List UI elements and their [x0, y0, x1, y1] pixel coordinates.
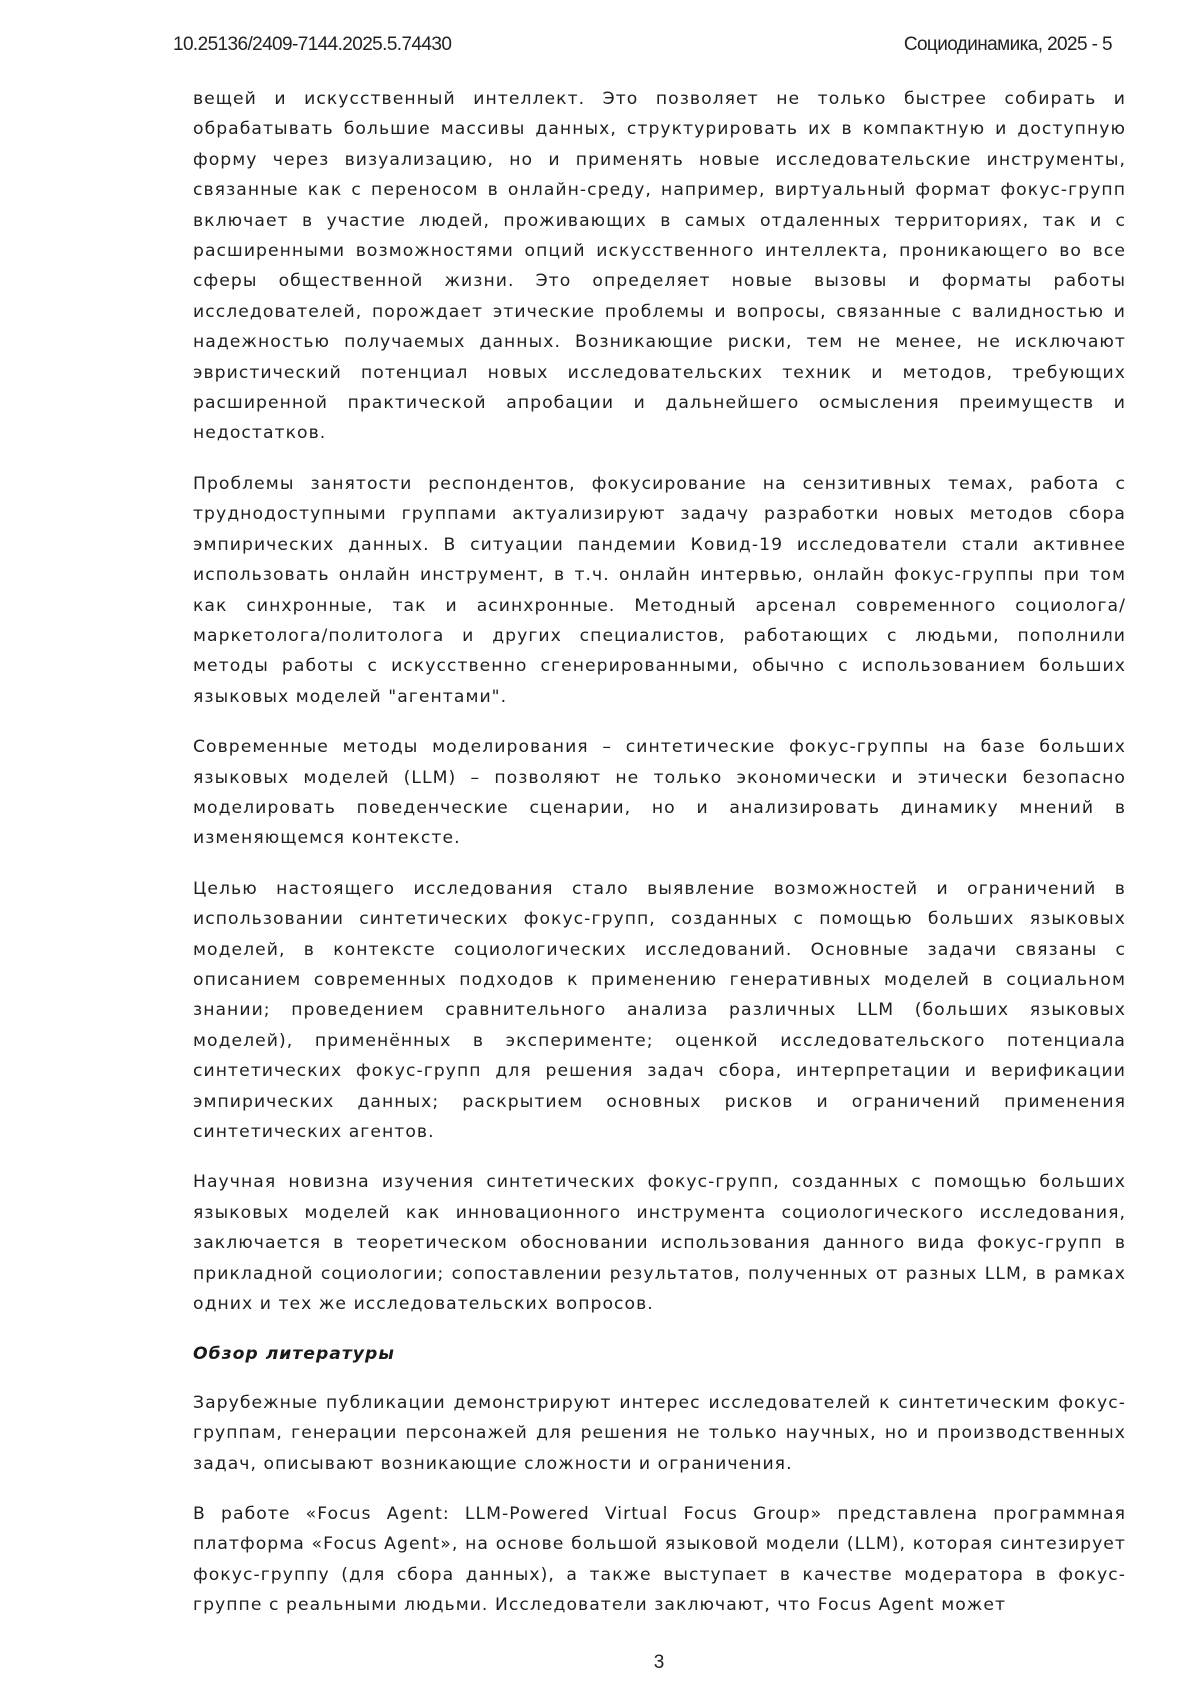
journal-issue: Социодинамика, 2025 - 5	[904, 34, 1112, 56]
body-paragraph: Проблемы занятости респондентов, фокусирование на сензитивных темах, работа с труднодоступными группами актуализируют задачу разработки новых методов сбора эмпирических данных. В ситуации пандемии Ковид-19 исследователи стали активнее использовать онлайн инструмент, в т.ч. онлайн интервью, онлайн фокус-группы при том как синхронные, так и асинхронные. Методный арсенал современного социолога/маркетолога/политолога и других специалистов, работающих с людьми, пополнили методы работы с искусственно сгенерированными, обычно с использованием больших языковых моделей "агентами".	[193, 469, 1126, 712]
body-paragraph: В работе «Focus Agent: LLM-Powered Virtual Focus Group» представлена программная платформа «Focus Agent», на основе большой языковой модели (LLM), которая синтезирует фокус-группу (для сбора данных), а также выступает в качестве модератора в фокус-группе с реальными людьми. Исследователи заключают, что Focus Agent может	[193, 1499, 1126, 1621]
body-paragraph: Научная новизна изучения синтетических фокус-групп, созданных с помощью больших языковых моделей как инновационного инструмента социологического исследования, заключается в теоретическом обосновании использования данного вида фокус-групп в прикладной социологии; сопоставлении результатов, полученных от разных LLM, в рамках одних и тех же исследовательских вопросов.	[193, 1167, 1126, 1319]
body-paragraph: Зарубежные публикации демонстрируют интерес исследователей к синтетическим фокус-группам, генерации персонажей для решения не только научных, но и производственных задач, описывают возникающие сложности и ограничения.	[193, 1388, 1126, 1479]
body-paragraph: вещей и искусственный интеллект. Это позволяет не только быстрее собирать и обрабатывать большие массивы данных, структурировать их в компактную и доступную форму через визуализацию, но и применять новые исследовательские инструменты, связанные как с переносом в онлайн-среду, например, виртуальный формат фокус-групп включает в участие людей, проживающих в самых отдаленных территориях, так и с расширенными возможностями опций искусственного интеллекта, проникающего во все сферы общественной жизни. Это определяет новые вызовы и форматы работы исследователей, порождает этические проблемы и вопросы, связанные с валидностью и надежностью получаемых данных. Возникающие риски, тем не менее, не исключают эвристический потенциал новых исследовательских техник и методов, требующих расширенной практической апробации и дальнейшего осмысления преимуществ и недостатков.	[193, 84, 1126, 449]
article-body	[193, 84, 1126, 1641]
doi-text: 10.25136/2409-7144.2025.5.74430	[173, 34, 451, 56]
page-header	[173, 34, 1112, 60]
body-paragraph: Современные методы моделирования – синтетические фокус-группы на базе больших языковых моделей (LLM) – позволяют не только экономически и этически безопасно моделировать поведенческие сценарии, но и анализировать динамику мнений в изменяющемся контексте.	[193, 732, 1126, 854]
page-number: 3	[0, 1652, 1200, 1674]
section-heading: Обзор литературы	[193, 1339, 1126, 1369]
body-paragraph: Целью настоящего исследования стало выявление возможностей и ограничений в использовании синтетических фокус-групп, созданных с помощью больших языковых моделей, в контексте социологических исследований. Основные задачи связаны с описанием современных подходов к применению генеративных моделей в социальном знании; проведением сравнительного анализа различных LLM (больших языковых моделей), применённых в эксперименте; оценкой исследовательского потенциала синтетических фокус-групп для решения задач сбора, интерпретации и верификации эмпирических данных; раскрытием основных рисков и ограничений применения синтетических агентов.	[193, 874, 1126, 1148]
